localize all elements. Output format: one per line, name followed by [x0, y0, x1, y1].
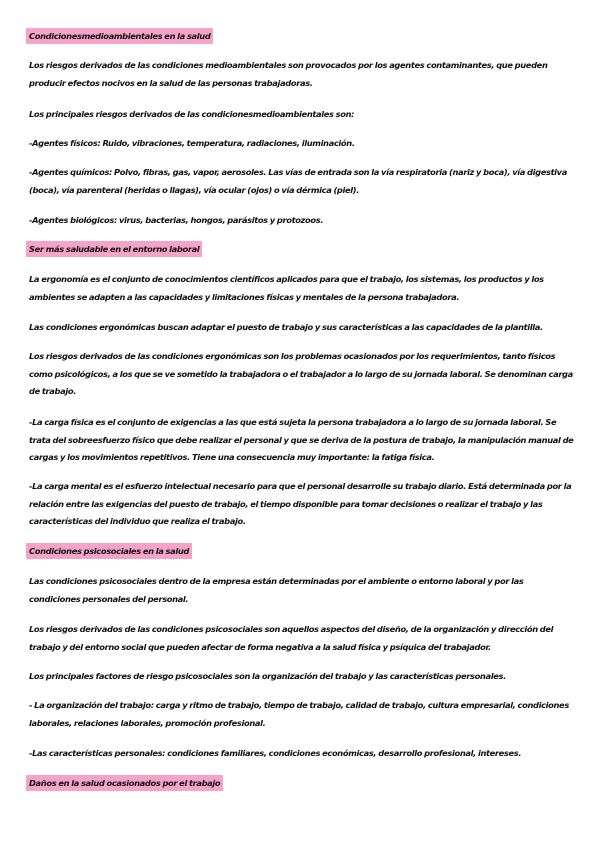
- list-item-agentes-biologicos: -Agentes biológicos: virus, bacterias, hongos, parásitos y protozoos.: [29, 215, 324, 225]
- paragraph: Los riesgos derivados de las condiciones psicosociales son aquellos aspectos del diseño, de la organización y dirección del trabajo y del entorno social que pueden afectar de forma negativa a la salud física y psíquica del trabajador.: [29, 624, 554, 652]
- paragraph: Los principales factores de riesgo psicosociales son la organización del trabajo y las características personales.: [29, 671, 506, 681]
- list-item-carga-fisica: -La carga física es el conjunto de exigencias a las que está sujeta la persona trabajadora a lo largo de su jornada laboral. Se trata del sobreesfuerzo físico que debe realizar el personal y que se deriva de la postura de trabajo, la manipulación manual de cargas y los movimientos repetitivos. Tiene una consecuencia muy importante: la fatiga física.: [29, 417, 574, 462]
- paragraph: La ergonomía es el conjunto de conocimientos científicos aplicados para que el trabajo, los sistemas, los productos y los ambientes se adapten a las capacidades y limitaciones físicas y mentales de la persona trabajadora.: [29, 274, 544, 302]
- heading-highlight: Daños en la salud ocasionados por el trabajo: [26, 775, 223, 791]
- heading-highlight: Condiciones psicosociales en la salud: [26, 543, 192, 559]
- heading-highlight: Condicionesmedioambientales en la salud: [26, 28, 213, 44]
- list-item-agentes-quimicos: -Agentes químicos: Polvo, fibras, gas, vapor, aerosoles. Las vías de entrada son la vía respiratoria (nariz y boca), vía digestiva (boca), vía parenteral (heridas o llagas), vía ocular (ojos) o vía dérmica (piel).: [29, 167, 567, 195]
- list-item-organizacion-trabajo: - La organización del trabajo: carga y ritmo de trabajo, tiempo de trabajo, calidad de trabajo, cultura empresarial, condiciones laborales, relaciones laborales, promoción profesional.: [29, 700, 569, 728]
- section-heading-psicosociales: [29, 543, 574, 561]
- paragraph: Los riesgos derivados de las condiciones ergonómicas son los problemas ocasionados por los requerimientos, tanto físicos como psicológicos, a los que se ve sometido la trabajadora o el trabajador a lo largo de su jornada laboral. Se denominan carga de trabajo.: [29, 351, 573, 396]
- section-heading-entorno-laboral: [29, 241, 574, 259]
- paragraph: Las condiciones psicosociales dentro de la empresa están determinadas por el ambiente o entorno laboral y por las condiciones personales del personal.: [29, 576, 524, 604]
- list-item-caracteristicas-personales: -Las características personales: condiciones familiares, condiciones económicas, desarrollo profesional, intereses.: [29, 748, 522, 758]
- paragraph: Las condiciones ergonómicas buscan adaptar el puesto de trabajo y sus características a las capacidades de la plantilla.: [29, 322, 543, 332]
- list-item-carga-mental: -La carga mental es el esfuerzo intelectual necesario para que el personal desarrolle su trabajo diario. Está determinada por la relación entre las exigencias del puesto de trabajo, el tiempo disponible para tomar decisiones o realizar el trabajo y las características del individuo que realiza el trabajo.: [29, 481, 572, 526]
- paragraph: Los riesgos derivados de las condiciones medioambientales son provocados por los agentes contaminantes, que pueden producir efectos nocivos en la salud de las personas trabajadoras.: [29, 60, 548, 88]
- paragraph: Los principales riesgos derivados de las condicionesmedioambientales son:: [29, 109, 355, 119]
- list-item-agentes-fisicos: -Agentes físicos: Ruido, vibraciones, temperatura, radiaciones, iluminación.: [29, 138, 355, 148]
- section-heading-medioambientales: [29, 28, 574, 46]
- section-heading-danos-salud: [29, 775, 574, 793]
- heading-highlight: Ser más saludable en el entorno laboral: [26, 241, 202, 257]
